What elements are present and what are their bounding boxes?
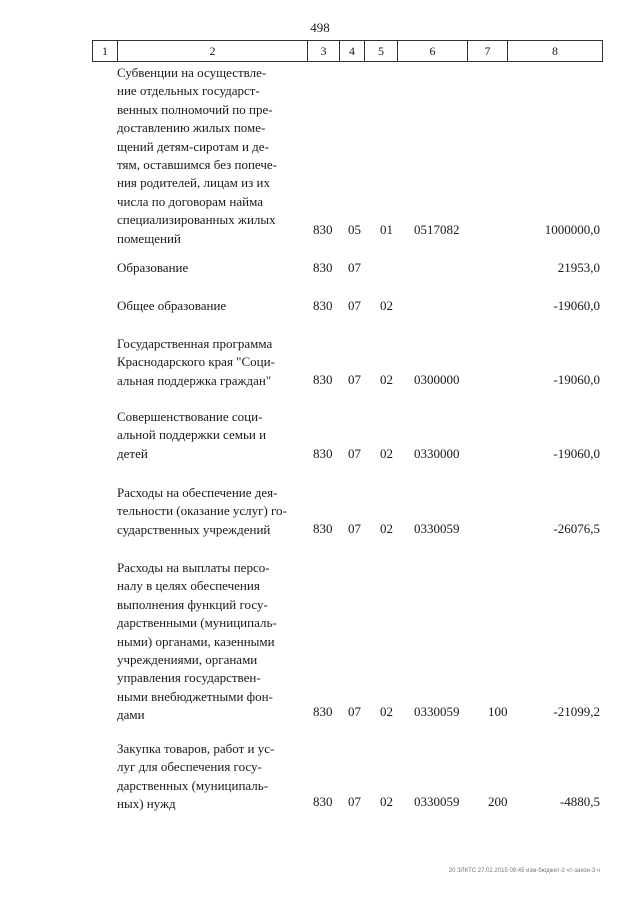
row-target-article: 0330059: [414, 704, 460, 719]
row-section-code: 07: [348, 446, 361, 461]
row-amount: 1000000,0: [544, 222, 600, 237]
row-target-article: 0300000: [414, 372, 460, 387]
row-ministry-code: 830: [313, 222, 333, 237]
row-expense-type: 200: [488, 794, 508, 809]
row-ministry-code: 830: [313, 446, 333, 461]
row-section-code: 07: [348, 298, 361, 313]
row-subsection-code: 02: [380, 794, 393, 809]
row-subsection-code: 02: [380, 521, 393, 536]
column-number-8: 8: [508, 41, 603, 62]
row-expense-type: 100: [488, 704, 508, 719]
page-number: 498: [310, 20, 330, 35]
row-amount: -19060,0: [553, 372, 600, 387]
row-description: Субвенции на осуществле- ние отдельных государст- венных полномочий по пре- доставлению жилых поме- щений детям-сиротам и де- тям, оставшимся без попече- ния родителей, лицам из их числа по договорам найма специализированных жилых помещений: [117, 65, 278, 246]
row-section-code: 07: [348, 794, 361, 809]
row-description: Закупка товаров, работ и ус- луг для обеспечения госу- дарственных (муниципаль- ных) нужд: [117, 741, 275, 812]
column-number-4: 4: [340, 41, 365, 62]
row-amount: 21953,0: [557, 260, 600, 275]
row-subsection-code: 02: [380, 704, 393, 719]
row-amount: -26076,5: [553, 521, 600, 536]
row-description: Совершенствование соци- альной поддержки семьи и детей: [117, 409, 267, 461]
column-number-2: 2: [118, 41, 308, 62]
row-target-article: 0517082: [414, 222, 460, 237]
row-description: Государственная программа Краснодарского края "Соци- альная поддержка граждан": [117, 336, 275, 388]
row-ministry-code: 830: [313, 521, 333, 536]
column-number-6: 6: [398, 41, 468, 62]
row-section-code: 07: [348, 521, 361, 536]
row-ministry-code: 830: [313, 704, 333, 719]
column-number-7: 7: [468, 41, 508, 62]
row-target-article: 0330059: [414, 521, 460, 536]
row-subsection-code: 02: [380, 372, 393, 387]
row-target-article: 0330059: [414, 794, 460, 809]
row-amount: -21099,2: [553, 704, 600, 719]
row-description: Расходы на выплаты персо- налу в целях обеспечения выполнения функций госу- дарственными (муниципаль- ными) органами, казенными учреждениями, органами управления государствен- ными внебюджетными фон- дами: [117, 560, 277, 723]
row-section-code: 07: [348, 704, 361, 719]
row-section-code: 07: [348, 260, 361, 275]
row-section-code: 07: [348, 372, 361, 387]
row-subsection-code: 02: [380, 446, 393, 461]
column-number-5: 5: [365, 41, 398, 62]
row-ministry-code: 830: [313, 372, 333, 387]
row-amount: -19060,0: [553, 446, 600, 461]
row-section-code: 05: [348, 222, 361, 237]
row-amount: -4880,5: [559, 794, 600, 809]
column-number-1: 1: [93, 41, 118, 62]
row-ministry-code: 830: [313, 298, 333, 313]
document-footer-stamp: 20 ЗЛКТС 27.02.2015 09:45 изм-бюджет-2 чт-закон-3 ч: [448, 868, 600, 874]
row-description: Образование: [117, 260, 189, 275]
row-description: Общее образование: [117, 298, 227, 313]
row-amount: -19060,0: [553, 298, 600, 313]
row-description: Расходы на обеспечение дея- тельности (оказание услуг) го- сударственных учреждений: [117, 485, 287, 537]
row-target-article: 0330000: [414, 446, 460, 461]
row-ministry-code: 830: [313, 794, 333, 809]
row-subsection-code: 01: [380, 222, 393, 237]
row-ministry-code: 830: [313, 260, 333, 275]
column-number-3: 3: [308, 41, 340, 62]
row-subsection-code: 02: [380, 298, 393, 313]
